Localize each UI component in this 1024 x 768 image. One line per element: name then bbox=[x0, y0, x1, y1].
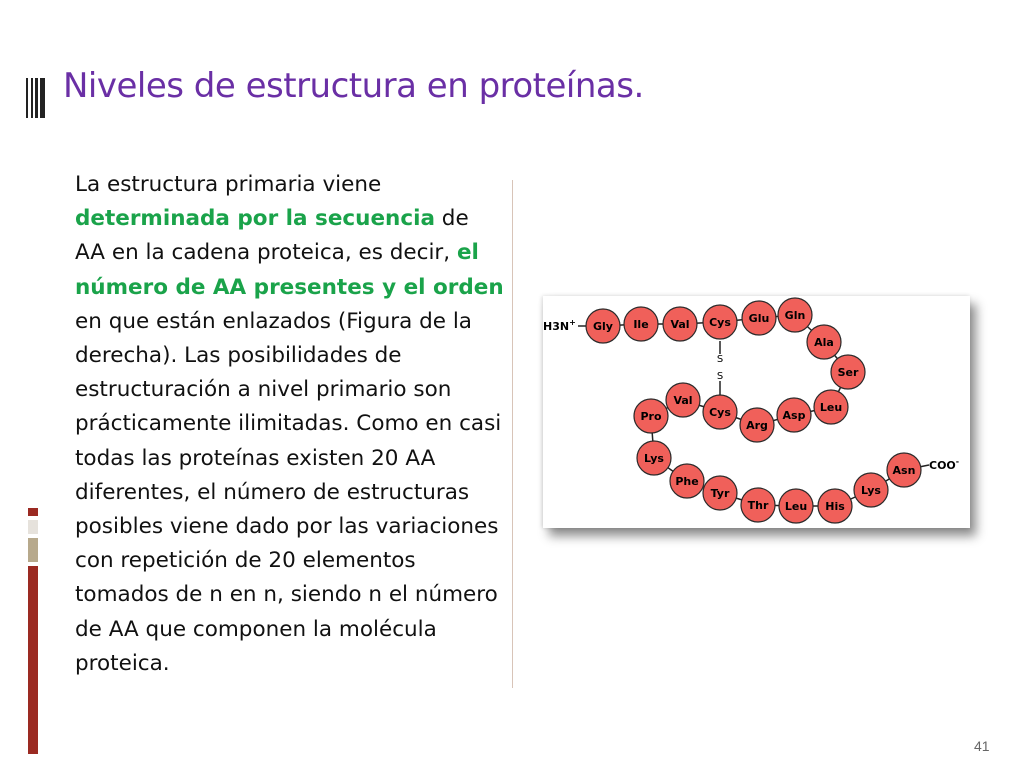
text-segment: La estructura primaria viene bbox=[75, 172, 382, 197]
sulfur-label: S bbox=[716, 371, 724, 382]
residue-lys bbox=[637, 441, 671, 475]
residue-phe bbox=[670, 464, 704, 498]
page-number: 41 bbox=[974, 738, 990, 754]
residue-label: Gly bbox=[593, 320, 613, 333]
residue-label: Glu bbox=[748, 312, 770, 325]
primary-structure-figure bbox=[543, 296, 970, 528]
residue-label: Ala bbox=[814, 336, 834, 349]
residue-thr bbox=[741, 488, 775, 522]
text-segment: en que están enlazados (Figura de la derecha). Las posibilidades de estructuración a nivel primario son prácticamente ilimitadas. Como en casi todas las proteínas existen 20 AA diferentes, el número de estructuras posibles viene dado por las variaciones con repetición de 20 elementos tomados de n en n, siendo n el número de AA que componen la molécula proteica. bbox=[75, 308, 502, 676]
residue-glu bbox=[742, 301, 776, 335]
residue-label: Val bbox=[670, 318, 690, 331]
title-decoration bbox=[26, 78, 46, 118]
residue-label: Tyr bbox=[710, 487, 730, 500]
residue-leu bbox=[779, 489, 813, 523]
residue-label: Lys bbox=[644, 452, 664, 465]
residue-tyr bbox=[703, 476, 737, 510]
residue-val bbox=[663, 307, 697, 341]
residue-label: Pro bbox=[640, 410, 662, 423]
residue-gln bbox=[778, 298, 812, 332]
body-paragraph bbox=[75, 168, 505, 681]
residue-ala bbox=[807, 325, 841, 359]
highlight-order: el número de AA presentes y el orden bbox=[75, 240, 504, 300]
c-terminus-label: COO- bbox=[929, 457, 960, 472]
residue-label: Phe bbox=[675, 475, 699, 488]
residue-label: Asn bbox=[892, 464, 916, 477]
residue-leu bbox=[814, 390, 848, 424]
residue-label: Val bbox=[673, 394, 693, 407]
residue-label: Cys bbox=[709, 316, 731, 329]
slide-title: Niveles de estructura en proteínas. bbox=[63, 66, 644, 106]
residue-cys bbox=[703, 305, 737, 339]
residue-label: Leu bbox=[819, 401, 843, 414]
residue-label: Ile bbox=[633, 318, 649, 331]
residue-pro bbox=[634, 399, 668, 433]
residue-label: Arg bbox=[746, 419, 768, 432]
residue-lys bbox=[854, 473, 888, 507]
residue-asp bbox=[777, 398, 811, 432]
n-terminus-label: H3N+ bbox=[543, 318, 576, 333]
column-divider bbox=[512, 180, 513, 688]
residue-label: Leu bbox=[784, 500, 808, 513]
residue-label: Asp bbox=[782, 409, 806, 422]
residue-label: Gln bbox=[784, 309, 806, 322]
residue-label: Cys bbox=[709, 406, 731, 419]
residue-arg bbox=[740, 408, 774, 442]
residue-asn bbox=[887, 453, 921, 487]
residue-label: Ser bbox=[837, 366, 859, 379]
residue-label: His bbox=[825, 500, 845, 513]
text-segment: de AA en la cadena proteica, es decir, bbox=[75, 206, 469, 266]
highlight-sequence: determinada por la secuencia bbox=[75, 206, 435, 232]
residue-gly bbox=[586, 309, 620, 343]
residue-cys bbox=[703, 395, 737, 429]
peptide-chain-diagram bbox=[543, 296, 970, 528]
residue-label: Lys bbox=[861, 484, 881, 497]
sulfur-label: S bbox=[716, 354, 724, 365]
residue-his bbox=[818, 489, 852, 523]
residue-label: Thr bbox=[747, 499, 769, 512]
residue-ser bbox=[831, 355, 865, 389]
residue-ile bbox=[624, 307, 658, 341]
residue-val bbox=[666, 383, 700, 417]
